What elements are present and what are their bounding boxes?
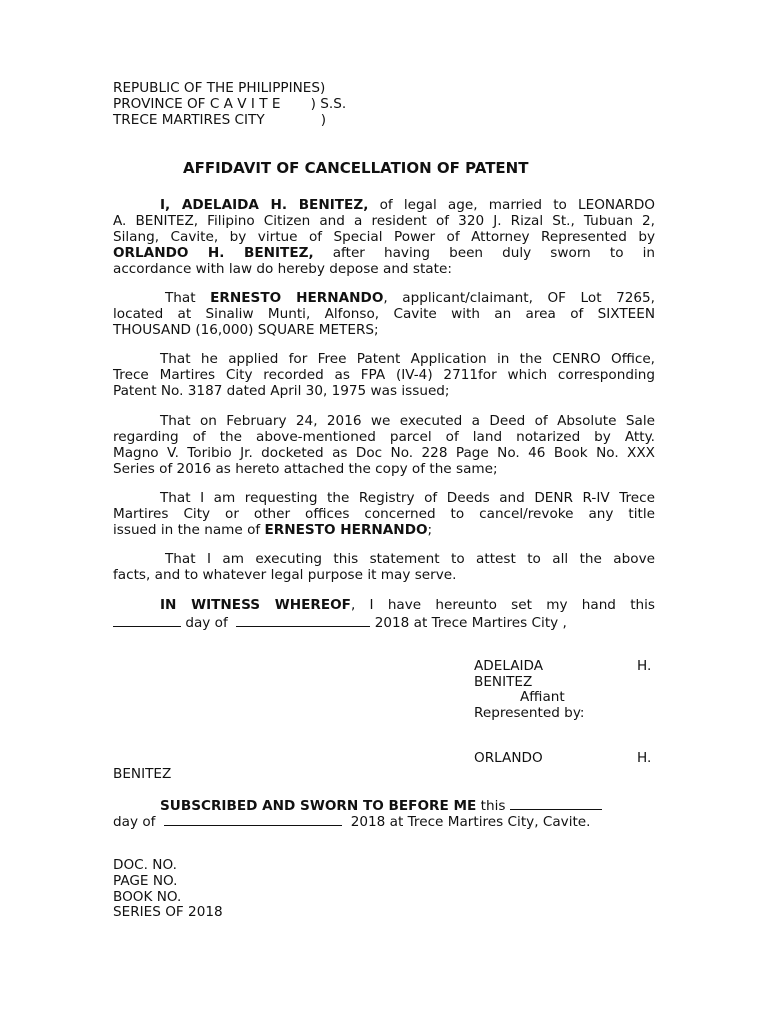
intro-line-1: I, ADELAIDA H. BENITEZ, of legal age, married to LEONARDO (160, 197, 656, 213)
para1-line-3: THOUSAND (16,000) SQUARE METERS; (113, 322, 379, 338)
witness-line-1: IN WITNESS WHEREOF, I have hereunto set my hand this (160, 597, 655, 613)
affiant-middle-initial: H. (637, 658, 652, 674)
representative-first-name: ORLANDO (474, 750, 543, 766)
para4-line-3: issued in the name of ERNESTO HERNANDO; (113, 522, 433, 538)
para3-line-2: regarding of the above-mentioned parcel of land notarized by Atty. (113, 429, 655, 445)
para3-line-4: Series of 2016 as hereto attached the copy of the same; (113, 461, 498, 477)
document-title: AFFIDAVIT OF CANCELLATION OF PATENT (183, 159, 529, 177)
para4-line-1: That I am requesting the Registry of Deeds and DENR R-IV Trece (160, 490, 655, 506)
intro-line-5: accordance with law do hereby depose and state: (113, 261, 452, 277)
para1-line-1: That ERNESTO HERNANDO, applicant/claimant, OF Lot 7265, (165, 290, 655, 306)
para3-line-3: Magno V. Toribio Jr. docketed as Doc No. 228 Page No. 46 Book No. XXX (113, 445, 655, 461)
para3-line-1: That on February 24, 2016 we executed a Deed of Absolute Sale (160, 413, 655, 429)
intro-line-4: ORLANDO H. BENITEZ, after having been duly sworn to in (113, 245, 656, 261)
jurat-month-blank (164, 812, 342, 826)
para2-line-1: That he applied for Free Patent Application in the CENRO Office, (160, 351, 655, 367)
header-province: PROVINCE OF C A V I T E ) S.S. (113, 96, 347, 112)
representative-middle-initial: H. (637, 750, 652, 766)
series-no: SERIES OF 2018 (113, 904, 223, 920)
jurat-heading: SUBSCRIBED AND SWORN TO BEFORE ME (160, 798, 477, 814)
representative-last-name: BENITEZ (113, 766, 172, 782)
affiant-first-name: ADELAIDA (474, 658, 544, 674)
applicant-name: ERNESTO HERNANDO (210, 290, 384, 306)
para2-line-3: Patent No. 3187 dated April 30, 1975 was issued; (113, 383, 450, 399)
witness-heading: IN WITNESS WHEREOF (160, 597, 351, 613)
para4-line-2: Martires City or other offices concerned to cancel/revoke any title (113, 506, 655, 522)
jurat-line-1: SUBSCRIBED AND SWORN TO BEFORE ME this (160, 796, 602, 814)
header-republic: REPUBLIC OF THE PHILIPPINES) (113, 80, 326, 96)
page-no: PAGE NO. (113, 873, 178, 889)
affiant-name: I, ADELAIDA H. BENITEZ, (160, 197, 369, 213)
intro-line-2: A. BENITEZ, Filipino Citizen and a resident of 320 J. Rizal St., Tubuan 2, (113, 213, 655, 229)
doc-no: DOC. NO. (113, 857, 177, 873)
witness-line-2: day of 2018 at Trece Martires City , (113, 613, 567, 631)
witness-day-blank (113, 613, 181, 627)
represented-by-label: Represented by: (474, 705, 585, 721)
para5-line-2: facts, and to whatever legal purpose it may serve. (113, 567, 457, 583)
jurat-day-blank (510, 796, 602, 810)
affiant-last-name: BENITEZ (474, 674, 533, 690)
title-holder-name: ERNESTO HERNANDO (264, 522, 428, 538)
intro-line-3: Silang, Cavite, by virtue of Special Power of Attorney Represented by (113, 229, 655, 245)
para1-line-2: located at Sinaliw Munti, Alfonso, Cavite with an area of SIXTEEN (113, 306, 655, 322)
witness-month-blank (236, 613, 370, 627)
affiant-label: Affiant (520, 689, 565, 705)
jurat-line-2: day of 2018 at Trece Martires City, Cavite. (113, 814, 591, 830)
book-no: BOOK NO. (113, 889, 182, 905)
representative-name: ORLANDO H. BENITEZ, (113, 245, 314, 261)
para2-line-2: Trece Martires City recorded as FPA (IV-4) 2711for which corresponding (113, 367, 655, 383)
header-city: TRECE MARTIRES CITY ) (113, 112, 327, 128)
para5-line-1: That I am executing this statement to attest to all the above (165, 551, 655, 567)
